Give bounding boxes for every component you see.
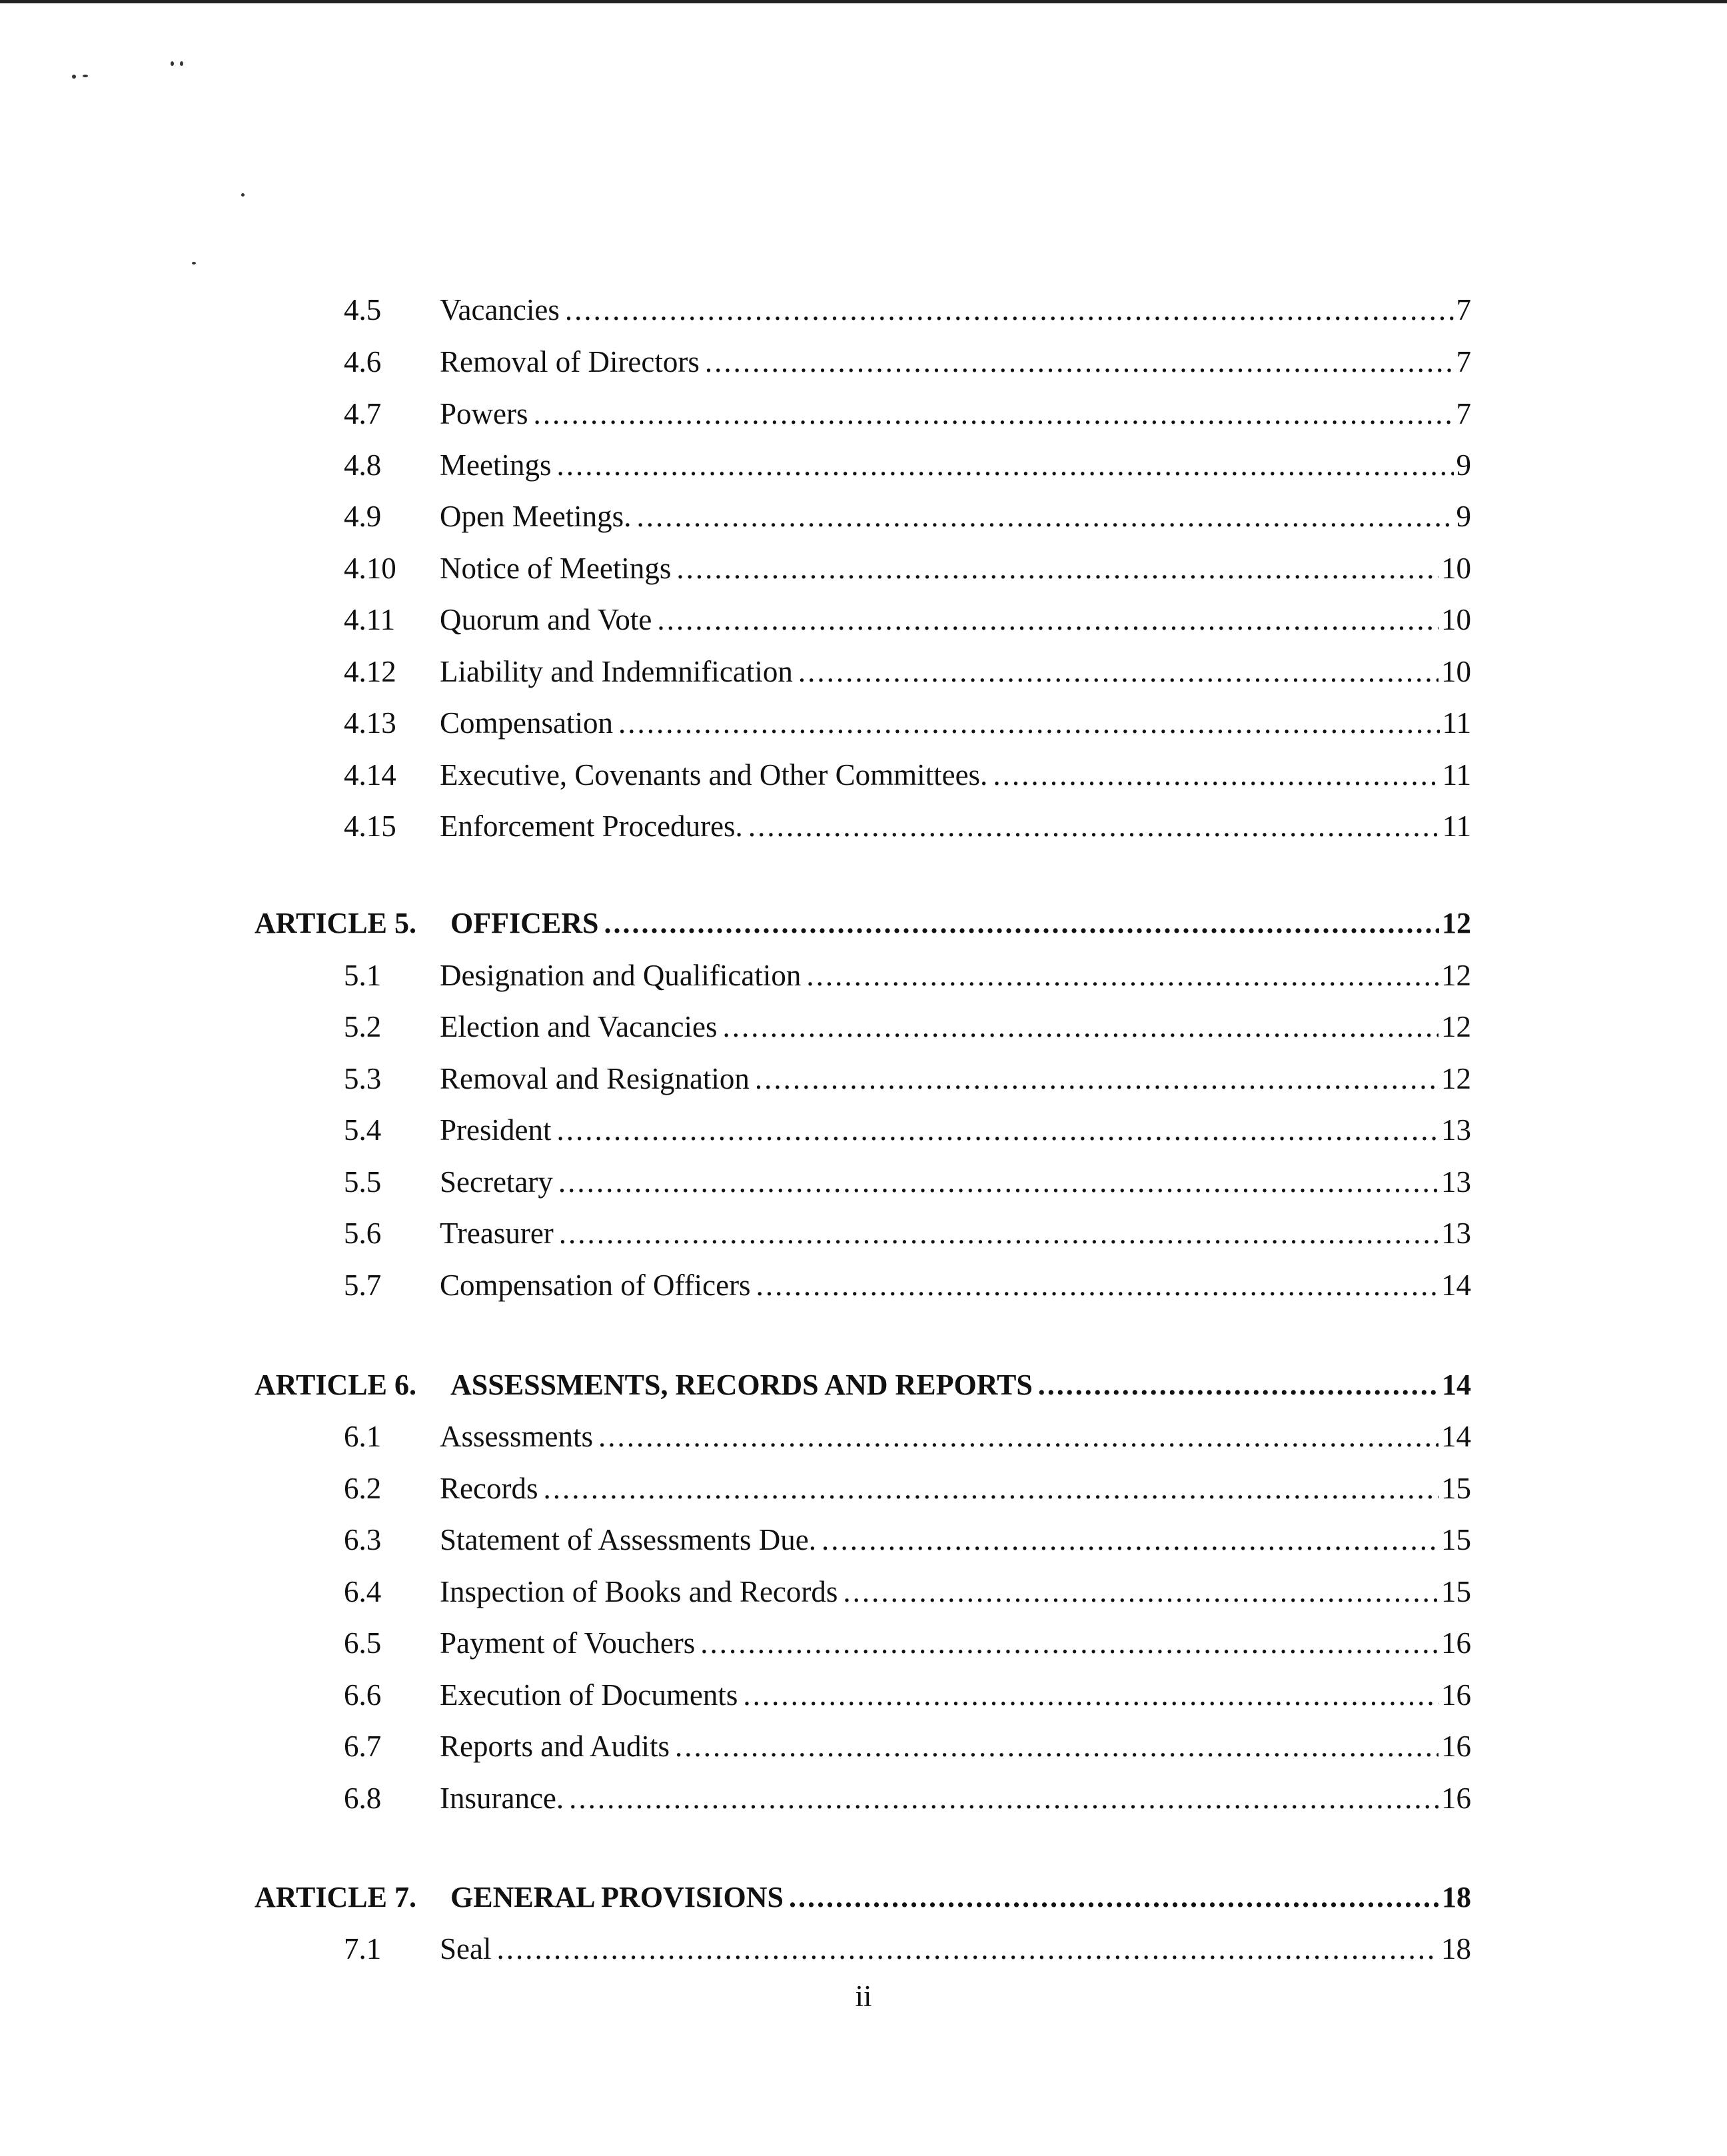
- section-title: President: [440, 1113, 552, 1147]
- scan-speck: [180, 61, 183, 66]
- dot-leader: [534, 394, 1454, 434]
- page-reference: 12: [1442, 907, 1471, 939]
- scan-top-edge: [0, 0, 1727, 3]
- section-number: 4.15: [344, 809, 396, 843]
- article-label: ARTICLE 5.: [255, 907, 416, 939]
- scan-speck: [72, 75, 76, 79]
- section-title: Assessments: [440, 1420, 594, 1453]
- page-reference: 9: [1456, 448, 1471, 482]
- section-title: Notice of Meetings: [440, 552, 672, 585]
- toc-entry: [344, 1572, 1471, 1612]
- page-reference: 15: [1441, 1575, 1471, 1608]
- section-number: 6.4: [344, 1575, 382, 1608]
- section-number: 4.12: [344, 655, 396, 688]
- page-reference: 11: [1442, 758, 1471, 792]
- page-reference: 12: [1441, 959, 1471, 992]
- dot-leader: [723, 1007, 1439, 1047]
- page-reference: 11: [1442, 706, 1471, 740]
- page-reference: 18: [1442, 1881, 1471, 1913]
- toc-entry: [344, 342, 1471, 382]
- dot-leader: [993, 755, 1439, 795]
- page-reference: 7: [1456, 397, 1471, 430]
- page-reference: 16: [1441, 1782, 1471, 1815]
- section-title: Election and Vacancies: [440, 1010, 718, 1043]
- page-reference: 12: [1441, 1062, 1471, 1095]
- article-title: GENERAL PROVISIONS: [450, 1881, 784, 1913]
- section-title: Designation and Qualification: [440, 959, 802, 992]
- page-reference: 14: [1441, 1269, 1471, 1302]
- dot-leader: [789, 1878, 1439, 1917]
- section-number: 6.2: [344, 1472, 382, 1505]
- section-title: Secretary: [440, 1165, 553, 1199]
- section-title: Insurance.: [440, 1782, 564, 1815]
- toc-entry: [344, 1265, 1471, 1305]
- scan-speck: [192, 262, 196, 265]
- dot-leader: [556, 1110, 1439, 1150]
- section-number: 5.1: [344, 959, 382, 992]
- toc-entry: [344, 1213, 1471, 1253]
- scan-speck: [83, 75, 88, 77]
- section-title: Powers: [440, 397, 528, 430]
- page-reference: 15: [1441, 1523, 1471, 1556]
- toc-entry: [344, 955, 1471, 995]
- dot-leader: [543, 1468, 1439, 1508]
- section-number: 6.1: [344, 1420, 382, 1453]
- page-reference: 9: [1456, 500, 1471, 533]
- section-title: Seal: [440, 1932, 492, 1965]
- toc-entry: [344, 1623, 1471, 1663]
- section-title: Compensation: [440, 706, 613, 740]
- toc-entry: [344, 806, 1471, 846]
- section-number: 7.1: [344, 1932, 382, 1965]
- toc-entry: [344, 394, 1471, 434]
- dot-leader: [556, 445, 1453, 485]
- section-number: 5.2: [344, 1010, 382, 1043]
- toc-entry: [344, 1416, 1471, 1456]
- page-reference: 10: [1441, 603, 1471, 636]
- dot-leader: [559, 1213, 1439, 1253]
- scan-speck: [171, 61, 174, 66]
- toc-entry: [344, 548, 1471, 588]
- toc-entry: [344, 496, 1471, 536]
- page-reference: 16: [1441, 1626, 1471, 1660]
- section-number: 4.11: [344, 603, 396, 636]
- dot-leader: [755, 1059, 1439, 1099]
- section-title: Inspection of Books and Records: [440, 1575, 838, 1608]
- section-number: 4.6: [344, 345, 382, 378]
- toc-entry: [344, 1675, 1471, 1715]
- page-number: ii: [855, 1979, 872, 2013]
- page-reference: 12: [1441, 1010, 1471, 1043]
- toc-entry: [344, 755, 1471, 795]
- article-title: ASSESSMENTS, RECORDS AND REPORTS: [450, 1368, 1033, 1401]
- section-title: Compensation of Officers: [440, 1269, 751, 1302]
- toc-entry: [344, 1468, 1471, 1508]
- section-number: 4.7: [344, 397, 382, 430]
- toc-article-heading: [255, 1878, 1471, 1917]
- section-number: 6.6: [344, 1678, 382, 1712]
- dot-leader: [657, 600, 1439, 640]
- page-reference: 7: [1456, 293, 1471, 326]
- toc-entry: [344, 1520, 1471, 1560]
- toc-entry: [344, 1929, 1471, 1969]
- section-number: 5.4: [344, 1113, 382, 1147]
- page-reference: 7: [1456, 345, 1471, 378]
- toc-entry: [344, 652, 1471, 692]
- toc-entry: [344, 600, 1471, 640]
- page-reference: 15: [1441, 1472, 1471, 1505]
- section-title: Liability and Indemnification: [440, 655, 793, 688]
- section-title: Records: [440, 1472, 538, 1505]
- page-reference: 14: [1441, 1420, 1471, 1453]
- dot-leader: [822, 1520, 1439, 1560]
- scan-speck: [241, 193, 245, 197]
- section-title: Execution of Documents: [440, 1678, 738, 1712]
- section-number: 4.13: [344, 706, 396, 740]
- section-number: 6.8: [344, 1782, 382, 1815]
- page-reference: 10: [1441, 655, 1471, 688]
- section-number: 6.3: [344, 1523, 382, 1556]
- toc-entry: [344, 703, 1471, 743]
- dot-leader: [1038, 1365, 1439, 1405]
- section-number: 5.6: [344, 1217, 382, 1250]
- dot-leader: [743, 1675, 1439, 1715]
- page-reference: 13: [1441, 1113, 1471, 1147]
- dot-leader: [598, 1416, 1439, 1456]
- section-number: 5.3: [344, 1062, 382, 1095]
- section-title: Reports and Audits: [440, 1730, 670, 1763]
- dot-leader: [569, 1778, 1439, 1818]
- toc-entry: [344, 1726, 1471, 1766]
- page-reference: 16: [1441, 1730, 1471, 1763]
- article-label: ARTICLE 6.: [255, 1368, 416, 1401]
- toc-entry: [344, 1110, 1471, 1150]
- page-reference: 16: [1441, 1678, 1471, 1712]
- article-title: OFFICERS: [450, 907, 599, 939]
- dot-leader: [705, 342, 1454, 382]
- section-title: Treasurer: [440, 1217, 554, 1250]
- section-title: Removal of Directors: [440, 345, 700, 378]
- toc-entry: [344, 1007, 1471, 1047]
- section-title: Payment of Vouchers: [440, 1626, 696, 1660]
- dot-leader: [676, 548, 1439, 588]
- dot-leader: [636, 496, 1453, 536]
- toc-article-heading: [255, 1365, 1471, 1405]
- section-number: 6.7: [344, 1730, 382, 1763]
- section-title: Meetings: [440, 448, 552, 482]
- dot-leader: [806, 955, 1439, 995]
- section-number: 4.10: [344, 552, 396, 585]
- section-title: Open Meetings.: [440, 500, 632, 533]
- section-title: Quorum and Vote: [440, 603, 652, 636]
- toc-entry: [344, 445, 1471, 485]
- page-reference: 11: [1442, 809, 1471, 843]
- page-reference: 10: [1441, 552, 1471, 585]
- toc-entry: [344, 290, 1471, 330]
- page-reference: 14: [1442, 1368, 1471, 1401]
- toc-entry: [344, 1778, 1471, 1818]
- section-number: 6.5: [344, 1626, 382, 1660]
- section-number: 5.5: [344, 1165, 382, 1199]
- article-label: ARTICLE 7.: [255, 1881, 416, 1913]
- dot-leader: [558, 1162, 1439, 1202]
- section-title: Enforcement Procedures.: [440, 809, 743, 843]
- section-number: 4.9: [344, 500, 382, 533]
- section-number: 4.5: [344, 293, 382, 326]
- dot-leader: [618, 703, 1440, 743]
- section-title: Statement of Assessments Due.: [440, 1523, 816, 1556]
- page-reference: 18: [1441, 1932, 1471, 1965]
- dot-leader: [748, 806, 1440, 846]
- dot-leader: [798, 652, 1439, 692]
- page-reference: 13: [1441, 1165, 1471, 1199]
- dot-leader: [756, 1265, 1439, 1305]
- toc-article-heading: [255, 903, 1471, 943]
- section-title: Removal and Resignation: [440, 1062, 750, 1095]
- dot-leader: [700, 1623, 1439, 1663]
- dot-leader: [496, 1929, 1439, 1969]
- dot-leader: [565, 290, 1454, 330]
- toc-entry: [344, 1059, 1471, 1099]
- section-number: 5.7: [344, 1269, 382, 1302]
- section-title: Executive, Covenants and Other Committees.: [440, 758, 988, 792]
- dot-leader: [604, 903, 1439, 943]
- section-number: 4.8: [344, 448, 382, 482]
- page-reference: 13: [1441, 1217, 1471, 1250]
- dot-leader: [675, 1726, 1439, 1766]
- dot-leader: [843, 1572, 1439, 1612]
- section-title: Vacancies: [440, 293, 560, 326]
- toc-entry: [344, 1162, 1471, 1202]
- section-number: 4.14: [344, 758, 396, 792]
